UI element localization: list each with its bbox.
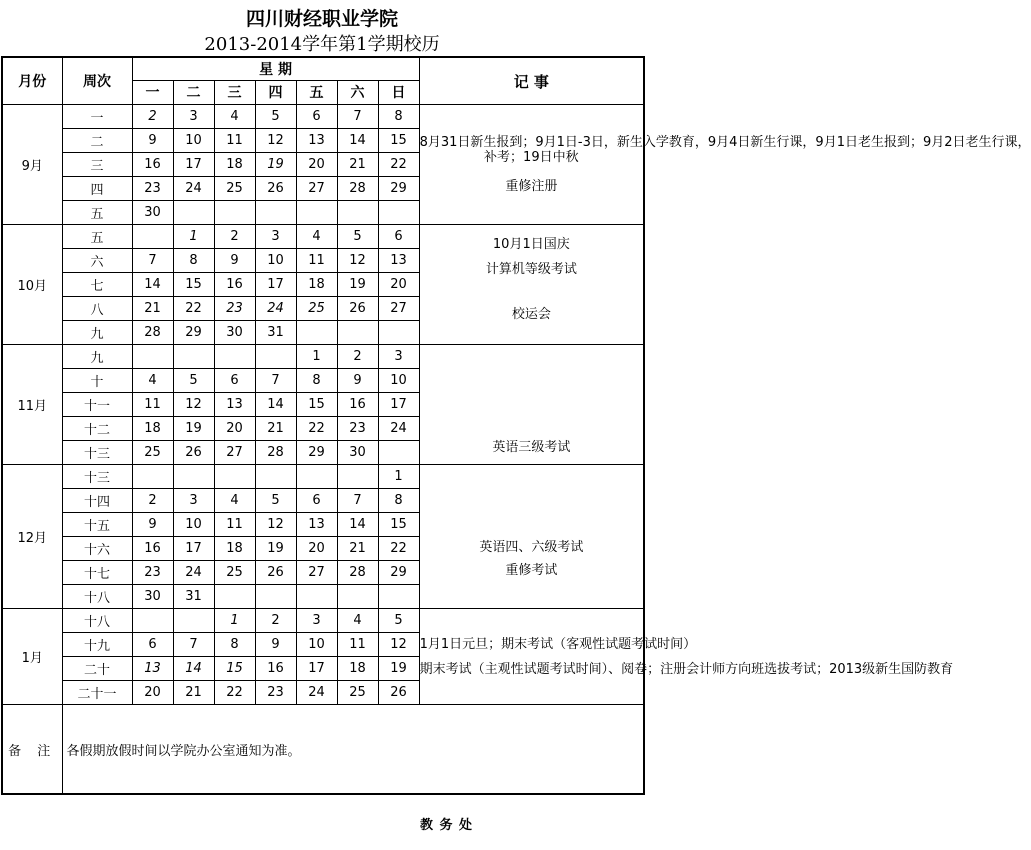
- date-cell: 2: [337, 345, 378, 369]
- week-number: 二十: [62, 657, 132, 681]
- date-cell: 15: [214, 657, 255, 681]
- note-line: 校运会: [511, 307, 551, 322]
- date-cell: [214, 465, 255, 489]
- date-cell: 12: [255, 129, 296, 153]
- week-number: 三: [62, 153, 132, 177]
- weekday-header: 日: [378, 80, 419, 104]
- date-cell: 7: [132, 249, 173, 273]
- weekday-group-header: 星 期: [132, 57, 419, 80]
- weekday-header: 三: [214, 80, 255, 104]
- date-cell: 1: [173, 225, 214, 249]
- weekday-header: 五: [296, 80, 337, 104]
- month-header: 月份: [2, 57, 62, 105]
- month-label: 1月: [2, 609, 62, 705]
- date-cell: 4: [214, 105, 255, 129]
- date-cell: 17: [378, 393, 419, 417]
- date-cell: 21: [132, 297, 173, 321]
- date-cell: 20: [378, 273, 419, 297]
- date-cell: 16: [132, 153, 173, 177]
- date-cell: 27: [296, 561, 337, 585]
- date-cell: 16: [132, 537, 173, 561]
- date-cell: 6: [296, 489, 337, 513]
- week-number: 十三: [62, 465, 132, 489]
- date-cell: [132, 609, 173, 633]
- month-label: 11月: [2, 345, 62, 465]
- date-cell: 29: [296, 441, 337, 465]
- date-cell: [173, 345, 214, 369]
- date-cell: 24: [378, 417, 419, 441]
- week-header: 周次: [62, 57, 132, 105]
- week-number: 十三: [62, 441, 132, 465]
- week-number: 四: [62, 177, 132, 201]
- date-cell: 22: [214, 681, 255, 705]
- date-cell: 24: [173, 177, 214, 201]
- date-cell: 9: [132, 513, 173, 537]
- date-cell: [378, 441, 419, 465]
- date-cell: 5: [255, 489, 296, 513]
- week-number: 十七: [62, 561, 132, 585]
- date-cell: 26: [378, 681, 419, 705]
- week-number: 十一: [62, 393, 132, 417]
- date-cell: [214, 201, 255, 225]
- date-cell: 9: [214, 249, 255, 273]
- note-line: 1月1日元旦；期末考试（客观性试题考试时间）: [419, 636, 697, 652]
- date-cell: 22: [378, 153, 419, 177]
- date-cell: 26: [173, 441, 214, 465]
- week-row: [2, 609, 644, 633]
- date-cell: 15: [173, 273, 214, 297]
- date-cell: 27: [378, 297, 419, 321]
- month-label: 12月: [2, 465, 62, 609]
- week-number: 十四: [62, 489, 132, 513]
- date-cell: 15: [296, 393, 337, 417]
- date-cell: 5: [173, 369, 214, 393]
- notes-header: 记 事: [419, 57, 644, 105]
- date-cell: 1: [214, 609, 255, 633]
- date-cell: 26: [337, 297, 378, 321]
- date-cell: 6: [296, 105, 337, 129]
- date-cell: 31: [255, 321, 296, 345]
- date-cell: 8: [173, 249, 214, 273]
- date-cell: 16: [214, 273, 255, 297]
- date-cell: 9: [255, 633, 296, 657]
- date-cell: 29: [378, 561, 419, 585]
- date-cell: 24: [255, 297, 296, 321]
- date-cell: 23: [337, 417, 378, 441]
- week-row: [2, 345, 644, 369]
- date-cell: 10: [255, 249, 296, 273]
- date-cell: 14: [173, 657, 214, 681]
- weekday-header: 四: [255, 80, 296, 104]
- week-number: 十六: [62, 537, 132, 561]
- date-cell: 18: [296, 273, 337, 297]
- date-cell: 5: [255, 105, 296, 129]
- note-line: 重修考试: [505, 562, 558, 578]
- date-cell: 25: [214, 177, 255, 201]
- date-cell: 17: [255, 273, 296, 297]
- date-cell: [214, 345, 255, 369]
- date-cell: 3: [173, 105, 214, 129]
- date-cell: 3: [255, 225, 296, 249]
- date-cell: [255, 465, 296, 489]
- note-line: 期末考试（主观性试题考试时间）、阅卷；注册会计师方向班选拔考试；2013级新生国防教育: [419, 661, 954, 677]
- week-number: 十八: [62, 609, 132, 633]
- date-cell: 9: [337, 369, 378, 393]
- date-cell: 24: [296, 681, 337, 705]
- date-cell: 21: [173, 681, 214, 705]
- note-line: 英语三级考试: [492, 440, 571, 455]
- date-cell: 24: [173, 561, 214, 585]
- date-cell: 2: [214, 225, 255, 249]
- month-notes: [419, 609, 954, 705]
- week-row: [2, 225, 644, 249]
- date-cell: 27: [296, 177, 337, 201]
- date-cell: [337, 465, 378, 489]
- date-cell: 10: [296, 633, 337, 657]
- note-line: [420, 165, 644, 173]
- date-cell: [296, 201, 337, 225]
- date-cell: [337, 201, 378, 225]
- note-line: 补考；19日中秋: [484, 150, 579, 165]
- date-cell: [173, 201, 214, 225]
- date-cell: 30: [132, 201, 173, 225]
- date-cell: [255, 201, 296, 225]
- date-cell: 17: [173, 537, 214, 561]
- date-cell: 15: [378, 129, 419, 153]
- date-cell: 1: [378, 465, 419, 489]
- date-cell: [132, 345, 173, 369]
- date-cell: 14: [337, 513, 378, 537]
- note-line: 重修注册: [505, 179, 558, 194]
- date-cell: 9: [132, 129, 173, 153]
- date-cell: [296, 321, 337, 345]
- date-cell: 4: [296, 225, 337, 249]
- week-number: 五: [62, 201, 132, 225]
- date-cell: 2: [132, 489, 173, 513]
- date-cell: 28: [255, 441, 296, 465]
- date-cell: [378, 321, 419, 345]
- date-cell: 11: [214, 129, 255, 153]
- date-cell: 16: [337, 393, 378, 417]
- month-notes: [419, 465, 644, 609]
- weekday-header: 六: [337, 80, 378, 104]
- date-cell: 14: [132, 273, 173, 297]
- date-cell: 7: [173, 633, 214, 657]
- date-cell: 28: [132, 321, 173, 345]
- date-cell: 12: [337, 249, 378, 273]
- week-number: 十五: [62, 513, 132, 537]
- date-cell: 7: [337, 489, 378, 513]
- note-line: 计算机等级考试: [485, 262, 577, 277]
- date-cell: 19: [378, 657, 419, 681]
- week-number: 二: [62, 129, 132, 153]
- date-cell: 1: [296, 345, 337, 369]
- week-row: [2, 465, 644, 489]
- date-cell: 3: [378, 345, 419, 369]
- date-cell: [173, 609, 214, 633]
- date-cell: 23: [255, 681, 296, 705]
- week-number: 十九: [62, 633, 132, 657]
- week-number: 十: [62, 369, 132, 393]
- date-cell: 29: [173, 321, 214, 345]
- date-cell: 21: [255, 417, 296, 441]
- week-number: 十八: [62, 585, 132, 609]
- date-cell: 8: [214, 633, 255, 657]
- date-cell: 2: [255, 609, 296, 633]
- date-cell: 21: [337, 537, 378, 561]
- footer-office: 教 务 处: [420, 818, 474, 833]
- date-cell: 18: [337, 657, 378, 681]
- month-notes: [419, 345, 644, 465]
- date-cell: 6: [132, 633, 173, 657]
- date-cell: 12: [173, 393, 214, 417]
- date-cell: 12: [378, 633, 419, 657]
- date-cell: 29: [378, 177, 419, 201]
- remarks-text: 各假期放假时间以学院办公室通知为准。: [62, 705, 644, 795]
- date-cell: 11: [296, 249, 337, 273]
- date-cell: 16: [255, 657, 296, 681]
- date-cell: 13: [296, 513, 337, 537]
- date-cell: 23: [132, 561, 173, 585]
- date-cell: [337, 585, 378, 609]
- week-row: [2, 105, 644, 129]
- date-cell: [214, 585, 255, 609]
- date-cell: 28: [337, 561, 378, 585]
- month-label: 9月: [2, 105, 62, 225]
- date-cell: 20: [296, 537, 337, 561]
- calendar-table: [1, 56, 1031, 795]
- date-cell: 7: [337, 105, 378, 129]
- date-cell: 8: [378, 489, 419, 513]
- date-cell: 10: [173, 513, 214, 537]
- note-line: 8月31日新生报到；9月1日-3日，新生入学教育，9月4日新生行课，9月1日老生报到；9月2日老生行课，: [419, 135, 1031, 150]
- date-cell: [173, 465, 214, 489]
- date-cell: 19: [255, 153, 296, 177]
- date-cell: [255, 345, 296, 369]
- date-cell: 13: [132, 657, 173, 681]
- date-cell: 8: [296, 369, 337, 393]
- date-cell: 17: [173, 153, 214, 177]
- date-cell: 17: [296, 657, 337, 681]
- week-number: 五: [62, 225, 132, 249]
- date-cell: 25: [296, 297, 337, 321]
- date-cell: 3: [173, 489, 214, 513]
- date-cell: 14: [255, 393, 296, 417]
- date-cell: 20: [214, 417, 255, 441]
- date-cell: [132, 225, 173, 249]
- week-number: 六: [62, 249, 132, 273]
- date-cell: 20: [296, 153, 337, 177]
- date-cell: 26: [255, 177, 296, 201]
- week-number: 二十一: [62, 681, 132, 705]
- date-cell: 4: [132, 369, 173, 393]
- date-cell: 23: [214, 297, 255, 321]
- date-cell: 19: [173, 417, 214, 441]
- date-cell: 25: [337, 681, 378, 705]
- date-cell: 19: [255, 537, 296, 561]
- date-cell: 13: [378, 249, 419, 273]
- date-cell: 21: [337, 153, 378, 177]
- date-cell: [296, 465, 337, 489]
- date-cell: 30: [337, 441, 378, 465]
- date-cell: [132, 465, 173, 489]
- date-cell: 19: [337, 273, 378, 297]
- date-cell: 26: [255, 561, 296, 585]
- date-cell: [378, 201, 419, 225]
- date-cell: 31: [173, 585, 214, 609]
- week-number: 九: [62, 345, 132, 369]
- date-cell: 6: [378, 225, 419, 249]
- month-notes: [419, 225, 644, 345]
- date-cell: [337, 321, 378, 345]
- date-cell: 18: [214, 537, 255, 561]
- date-cell: 27: [214, 441, 255, 465]
- date-cell: 6: [214, 369, 255, 393]
- weekday-header: 二: [173, 80, 214, 104]
- date-cell: 28: [337, 177, 378, 201]
- date-cell: [378, 585, 419, 609]
- date-cell: 11: [337, 633, 378, 657]
- date-cell: 25: [132, 441, 173, 465]
- date-cell: 25: [214, 561, 255, 585]
- remarks-label: 备 注: [2, 705, 62, 795]
- term-title: 2013-2014学年第1学期校历: [204, 34, 440, 55]
- date-cell: 22: [378, 537, 419, 561]
- date-cell: 4: [214, 489, 255, 513]
- date-cell: 30: [132, 585, 173, 609]
- date-cell: [296, 585, 337, 609]
- date-cell: 22: [296, 417, 337, 441]
- date-cell: 22: [173, 297, 214, 321]
- date-cell: 20: [132, 681, 173, 705]
- weekday-header: 一: [132, 80, 173, 104]
- school-title: 四川财经职业学院: [245, 8, 398, 30]
- date-cell: 18: [132, 417, 173, 441]
- week-number: 九: [62, 321, 132, 345]
- date-cell: 2: [132, 105, 173, 129]
- date-cell: [255, 585, 296, 609]
- date-cell: 7: [255, 369, 296, 393]
- week-number: 八: [62, 297, 132, 321]
- date-cell: 12: [255, 513, 296, 537]
- week-number: 一: [62, 105, 132, 129]
- date-cell: 10: [378, 369, 419, 393]
- date-cell: 15: [378, 513, 419, 537]
- date-cell: 5: [378, 609, 419, 633]
- date-cell: 4: [337, 609, 378, 633]
- date-cell: 18: [214, 153, 255, 177]
- date-cell: 8: [378, 105, 419, 129]
- date-cell: 3: [296, 609, 337, 633]
- date-cell: 5: [337, 225, 378, 249]
- date-cell: 13: [214, 393, 255, 417]
- date-cell: 13: [296, 129, 337, 153]
- note-line: 10月1日国庆: [492, 237, 570, 252]
- date-cell: 11: [214, 513, 255, 537]
- date-cell: 30: [214, 321, 255, 345]
- month-label: 10月: [2, 225, 62, 345]
- week-number: 十二: [62, 417, 132, 441]
- date-cell: 10: [173, 129, 214, 153]
- date-cell: 23: [132, 177, 173, 201]
- week-number: 七: [62, 273, 132, 297]
- note-line: 英语四、六级考试: [479, 539, 584, 555]
- month-notes: [419, 105, 1031, 225]
- date-cell: 14: [337, 129, 378, 153]
- date-cell: 11: [132, 393, 173, 417]
